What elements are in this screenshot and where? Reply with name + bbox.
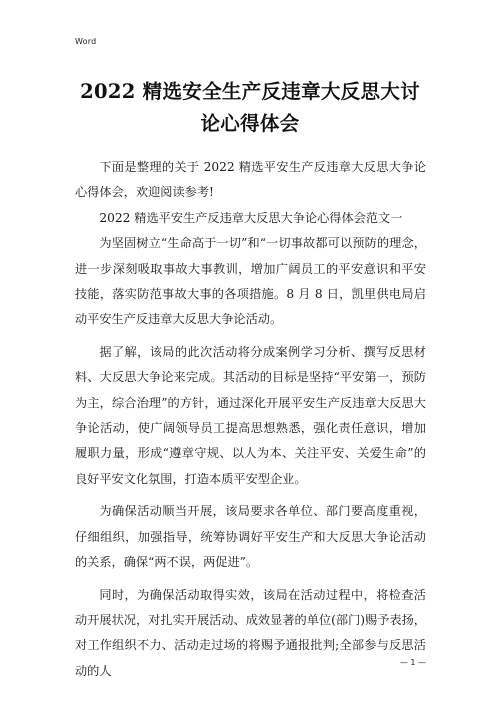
body-paragraph: 据了解，该局的此次活动将分成案例学习分析、撰写反思材料、大反思大争论来完成。其活动的目标是坚持“平安第一，预防为主，综合治理”的方针，通过深化开展平安生产反违章大反思大争论活动，使广阔领导员工提高思想熟悉，强化责任意识，增加履职力量，形成“遵章守规、以人为本、关注平安、关爱生命”的良好平安文化氛围，打造本质平安型企业。 [75, 344, 426, 486]
page-number: — 1 — [399, 658, 426, 667]
header-label: Word [75, 37, 97, 46]
body-paragraph-subheading: 2022 精选平安生产反违章大反思大争论心得体会范文一 [99, 210, 403, 225]
document-title: 2022 精选安全生产反违章大反思大讨论心得体会 [80, 80, 420, 135]
body-paragraph: 为坚固树立“生命高于一切”和“一切事故都可以预防的理念，进一步深刻吸取事故大事教训，增加广阔员工的平安意识和平安技能，落实防范事故大事的各项措施。8 月 8 日，凯里供电局启动平安生产反违章大反思大争论活动。 [75, 236, 426, 327]
body-paragraph: 为确保活动顺当开展，该局要求各单位、部门要高度重视，仔细组织，加强指导，统筹协调好平安生产和大反思大争论活动的关系，确保“两不误，两促进”。 [75, 504, 426, 570]
document-body [75, 155, 426, 684]
body-paragraph-intro: 下面是整理的关于 2022 精选平安生产反违章大反思大争论心得体会，欢迎阅读参考! [75, 160, 426, 200]
body-paragraph: 同时，为确保活动取得实效，该局在活动过程中，将检查活动开展状况，对扎实开展活动、成效显著的单位(部门)赐予表扬，对工作组织不力、活动走过场的将赐予通报批判;全部参与反思活动的人 [75, 587, 426, 678]
